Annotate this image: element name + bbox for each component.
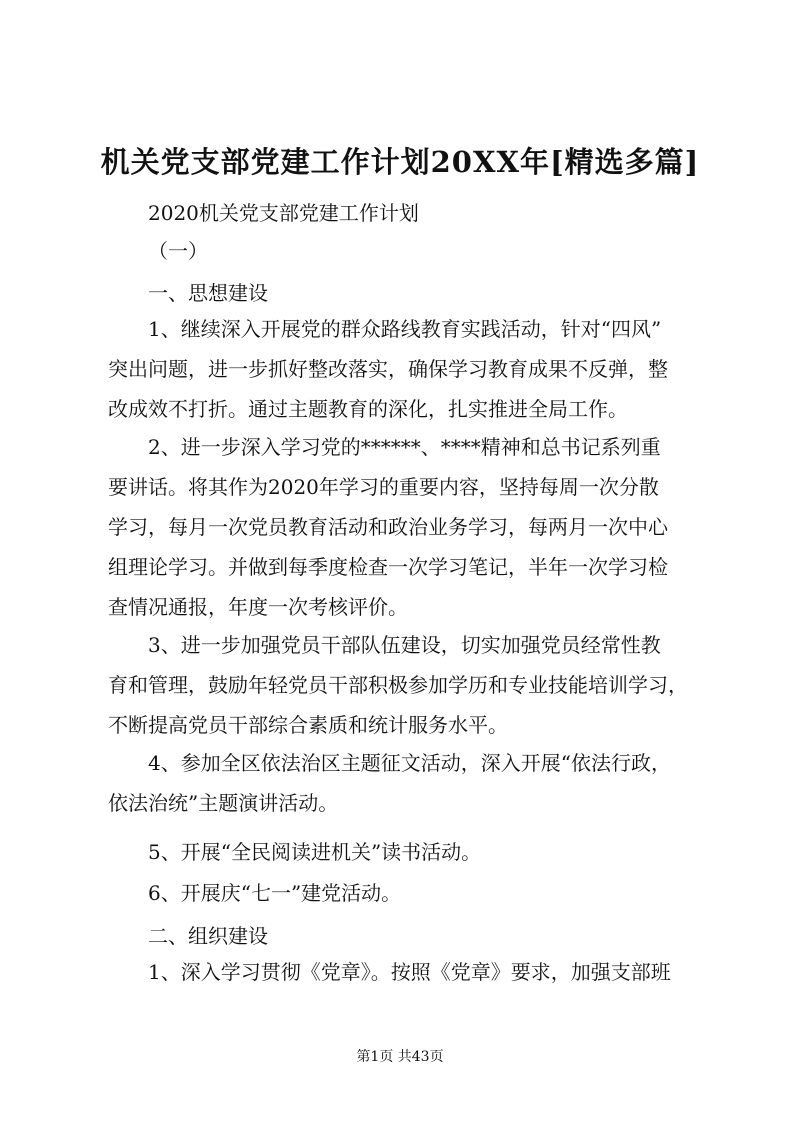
paragraph-2 <box>108 427 700 627</box>
paragraph-line: 组理论学习。并做到每季度检查一次学习笔记，半年一次学习检 <box>108 555 668 579</box>
paragraph-line: 6、开展庆“七一”建党活动。 <box>148 881 402 905</box>
paragraph-3 <box>108 625 700 745</box>
paragraph-6 <box>108 873 700 913</box>
paragraph-line: 5、开展“全民阅读进机关”读书活动。 <box>148 840 482 864</box>
paragraph-line: 1、继续深入开展党的群众路线教育实践活动，针对“四风” <box>148 317 662 341</box>
section-heading-ideology: 一、思想建设 <box>148 281 268 305</box>
paragraph-line: 1、深入学习贯彻《党章》。按照《党章》要求，加强支部班 <box>148 960 671 984</box>
paragraph-line: 突出问题，进一步抓好整改落实，确保学习教育成果不反弹，整 <box>108 357 668 381</box>
paragraph-line: 要讲话。将其作为2020年学习的重要内容，坚持每周一次分散 <box>108 475 659 499</box>
paragraph-line: 不断提高党员干部综合素质和统计服务水平。 <box>108 713 508 737</box>
paragraph-7 <box>108 952 700 992</box>
document-subtitle: 2020机关党支部党建工作计划 <box>148 201 419 225</box>
paragraph-5 <box>108 832 700 872</box>
paragraph-line: 查情况通报，年度一次考核评价。 <box>108 595 408 619</box>
paragraph-line: 改成效不打折。通过主题教育的深化，扎实推进全局工作。 <box>108 397 628 421</box>
paragraph-line: 学习，每月一次党员教育活动和政治业务学习，每两月一次中心 <box>108 515 668 539</box>
section-heading-organization: 二、组织建设 <box>148 924 268 948</box>
paragraph-1 <box>108 309 700 429</box>
paragraph-line: 育和管理，鼓励年轻党员干部积极参加学历和专业技能培训学习， <box>108 673 688 697</box>
page-number-footer: 第1页 共43页 <box>356 1049 444 1065</box>
paragraph-line: 2、进一步深入学习党的******、****精神和总书记系列重 <box>148 435 661 459</box>
paragraph-line: 3、进一步加强党员干部队伍建设，切实加强党员经常性教 <box>148 633 661 657</box>
document-title: 机关党支部党建工作计划20XX年[精选多篇] <box>100 145 700 179</box>
paragraph-line: 依法治统”主题演讲活动。 <box>108 791 339 815</box>
part-marker: （一） <box>148 239 208 263</box>
paragraph-line: 4、参加全区依法治区主题征文活动，深入开展“依法行政， <box>148 751 671 775</box>
paragraph-4 <box>108 743 700 823</box>
